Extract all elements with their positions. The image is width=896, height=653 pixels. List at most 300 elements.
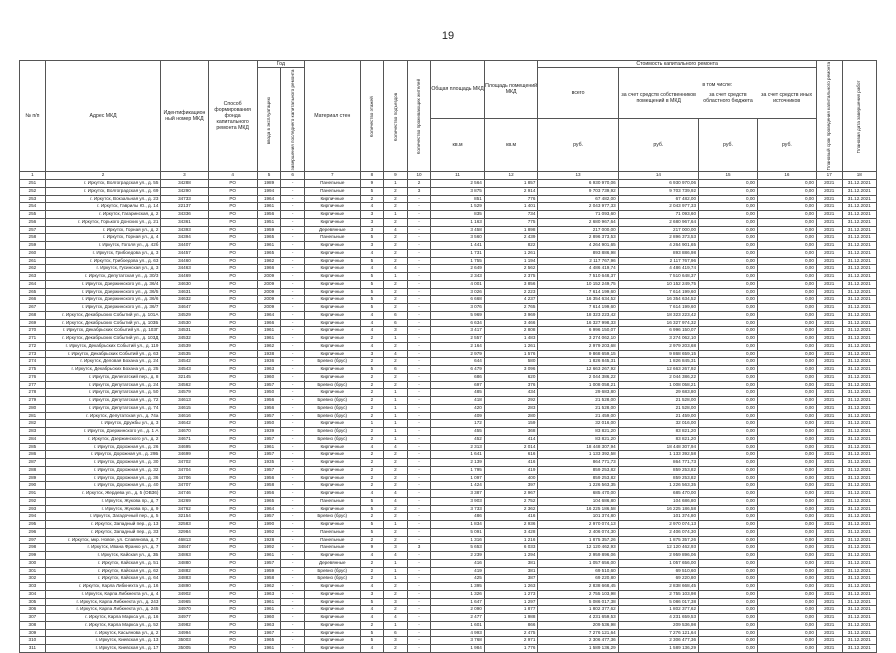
table-cell: г. Иркутск, Дзержинского ул., д. 36/5 (45, 288, 161, 296)
table-cell: 2 (384, 513, 408, 521)
table-row (20, 567, 877, 575)
table-row (20, 536, 877, 544)
table-cell: 3 969 (484, 311, 538, 319)
table-cell: РО (208, 327, 257, 335)
table-cell: - (281, 443, 305, 451)
table-cell: 4 (360, 342, 384, 350)
table-row (20, 474, 877, 482)
table-cell: 0,00 (699, 381, 758, 389)
table-cell: 1 (384, 412, 408, 420)
table-cell: 4 (384, 490, 408, 498)
table-cell: 4 486 419,74 (538, 265, 618, 273)
table-cell: - (281, 335, 305, 343)
table-cell: 1964 (257, 505, 281, 513)
table-cell: Кирпичные (304, 373, 360, 381)
table-row (20, 598, 877, 606)
table-cell: 5 091 (431, 528, 485, 536)
table-cell: г. Иркутск, Киевская ул., д. 13 (45, 637, 161, 645)
table-cell: 0,00 (757, 234, 816, 242)
table-cell: 2 808 (484, 327, 538, 335)
table-cell: Кирпичные (304, 598, 360, 606)
table-cell: - (407, 350, 431, 358)
table-cell: Кирпичные (304, 335, 360, 343)
table-cell: РО (208, 536, 257, 544)
table-row (20, 435, 877, 443)
table-cell: 2021 (816, 265, 842, 273)
table-cell: 0,00 (699, 311, 758, 319)
table-cell: Кирпичные (304, 218, 360, 226)
table-cell: 34699 (161, 451, 208, 459)
table-cell: 34336 (161, 211, 208, 219)
table-cell: 21 528,00 (538, 404, 618, 412)
table-cell: 2021 (816, 319, 842, 327)
table-cell: 31.12.2021 (842, 614, 876, 622)
table-cell: 2 (384, 583, 408, 591)
table-row (20, 366, 877, 374)
table-cell: 0,00 (699, 505, 758, 513)
table-cell: 1 395 (431, 583, 485, 591)
table-cell: 0,00 (757, 466, 816, 474)
table-cell: 1961 (257, 327, 281, 335)
table-cell: 0,00 (757, 412, 816, 420)
table-cell: РО (208, 505, 257, 513)
table-cell: 685 470,00 (618, 490, 698, 498)
table-cell: г. Иркутск, Гусинская ул., д. 3 (45, 265, 161, 273)
table-cell: 0,00 (699, 521, 758, 529)
table-cell: - (281, 621, 305, 629)
table-cell: 31.12.2021 (842, 451, 876, 459)
table-cell: 1990 (257, 521, 281, 529)
table-cell: 209 536,98 (538, 621, 618, 629)
table-cell: 0,00 (757, 265, 816, 273)
table-cell: 5 (360, 629, 384, 637)
table-cell: 2021 (816, 443, 842, 451)
table-cell: 31.12.2021 (842, 335, 876, 343)
table-cell: 1994 (257, 187, 281, 195)
table-cell: 267 (20, 304, 46, 312)
table-cell: 31.12.2021 (842, 583, 876, 591)
table-cell: 34562 (161, 381, 208, 389)
table-cell: 0,00 (699, 559, 758, 567)
table-cell: 0,00 (757, 203, 816, 211)
table-cell: 2021 (816, 242, 842, 250)
table-cell: - (407, 319, 431, 327)
table-cell: - (281, 234, 305, 242)
table-cell: 1957 (257, 466, 281, 474)
table-cell: 2021 (816, 606, 842, 614)
table-cell: 1957 (257, 412, 281, 420)
header-year-done: завершения последнего капитального ремонта (281, 68, 305, 172)
table-cell: - (407, 428, 431, 436)
table-cell: 2 343 (431, 273, 485, 281)
table-row (20, 451, 877, 459)
table-cell: 1 (384, 211, 408, 219)
table-cell: - (281, 505, 305, 513)
table-cell: 261 (20, 257, 46, 265)
table-cell: 290 (20, 482, 46, 490)
table-cell: 3 (384, 544, 408, 552)
table-cell: 2 (384, 288, 408, 296)
table-cell: 34269 (161, 497, 208, 505)
table-cell: - (407, 366, 431, 374)
table-cell: 67 482,00 (618, 195, 698, 203)
table-row (20, 482, 877, 490)
table-row (20, 521, 877, 529)
table-cell: 2021 (816, 536, 842, 544)
column-index-cell: 9 (384, 172, 408, 180)
table-row (20, 203, 877, 211)
table-cell: 0,00 (699, 552, 758, 560)
table-cell: г. Иркутск, Декабрьских Событий ул., д. 119 (45, 342, 161, 350)
table-cell: Кирпичные (304, 629, 360, 637)
table-cell: 2 562 (484, 265, 538, 273)
table-cell: 1960 (257, 373, 281, 381)
table-cell: 3 (407, 187, 431, 195)
table-cell: 2021 (816, 296, 842, 304)
table-cell: 5 969 (431, 311, 485, 319)
table-cell: 2 (360, 195, 384, 203)
table-cell: 3 (384, 327, 408, 335)
table-cell: 4 231 659,53 (618, 614, 698, 622)
table-cell: 10 152 249,75 (538, 280, 618, 288)
table-cell: 295 (20, 521, 46, 529)
table-cell: 4 237 (484, 296, 538, 304)
table-cell: РО (208, 513, 257, 521)
column-index-cell: 14 (618, 172, 698, 180)
table-cell: г. Иркутск, Депутатская ул., д. 74а (45, 412, 161, 420)
table-cell: 285 (20, 443, 46, 451)
table-cell: 31.12.2021 (842, 482, 876, 490)
table-row (20, 583, 877, 591)
table-cell: 1958 (257, 575, 281, 583)
table-cell: - (407, 226, 431, 234)
table-cell: Кирпичные (304, 296, 360, 304)
column-index-cell: 13 (538, 172, 618, 180)
table-cell: 34531 (161, 327, 208, 335)
table-cell: 2 164 (431, 342, 485, 350)
table-cell: - (281, 404, 305, 412)
table-cell: Бревно (брус) (304, 412, 360, 420)
table-cell: 0,00 (699, 536, 758, 544)
table-cell: - (281, 435, 305, 443)
table-cell: 1939 (257, 428, 281, 436)
table-cell: - (407, 637, 431, 645)
table-cell: 274 (20, 358, 46, 366)
table-cell: 5 653 (431, 544, 485, 552)
table-cell: г. Иркутск, Гаврилы Ю., д. 14 (45, 203, 161, 211)
table-cell: РО (208, 435, 257, 443)
table-cell: 3 428 (484, 528, 538, 536)
table-cell: Панельные (304, 528, 360, 536)
table-cell: г. Иркутск, Вокзальная ул., д. 23 (45, 195, 161, 203)
table-cell: 2 (360, 381, 384, 389)
table-cell: - (281, 466, 305, 474)
table-cell: 2021 (816, 304, 842, 312)
table-cell: 3 (360, 211, 384, 219)
table-cell: 2 306 477,36 (538, 637, 618, 645)
table-row (20, 559, 877, 567)
table-cell: 5 (360, 288, 384, 296)
table-cell: 9 868 659,15 (618, 350, 698, 358)
table-cell: г. Иркутск, Кайская ул., д. 51 (45, 559, 161, 567)
table-cell: 1 (384, 428, 408, 436)
table-cell: 0,00 (699, 404, 758, 412)
table-cell: г. Иркутск, Дорожная ул., д. 29Б (45, 451, 161, 459)
table-cell: РО (208, 311, 257, 319)
table-cell: РО (208, 404, 257, 412)
table-cell: - (281, 397, 305, 405)
table-cell: - (281, 296, 305, 304)
page-number: 19 (441, 30, 455, 42)
table-cell: 1 263 (484, 583, 538, 591)
table-cell: 1957 (257, 513, 281, 521)
table-cell: г. Иркутск, Грибоедова ул., д. 63 (45, 257, 161, 265)
table-cell: - (281, 288, 305, 296)
table-cell: г. Иркутск, Депутатская ул., д. 24 (45, 381, 161, 389)
table-cell: 2 967 (484, 490, 538, 498)
table-cell: 253 (20, 195, 46, 203)
table-cell: 291 (20, 490, 46, 498)
table-cell: 0,00 (699, 443, 758, 451)
table-cell: 288 (20, 466, 46, 474)
table-cell: РО (208, 552, 257, 560)
table-cell: 866 (484, 621, 538, 629)
table-cell: РО (208, 304, 257, 312)
table-cell: 0,00 (757, 420, 816, 428)
column-index-cell: 8 (360, 172, 384, 180)
table-cell: РО (208, 218, 257, 226)
table-cell: - (281, 575, 305, 583)
table-cell: 31.12.2021 (842, 187, 876, 195)
table-cell: 2021 (816, 482, 842, 490)
table-cell: г. Иркутск, Депутатская ул., д. 74 (45, 404, 161, 412)
table-cell: 1935 (257, 459, 281, 467)
table-cell: - (281, 319, 305, 327)
table-cell: РО (208, 443, 257, 451)
table-cell: 0,00 (699, 451, 758, 459)
table-cell: г. Иркутск, Касьянова ул., д. 2 (45, 629, 161, 637)
table-cell: 0,00 (757, 257, 816, 265)
table-cell: 0,00 (699, 280, 758, 288)
table-cell: 2 (384, 187, 408, 195)
table-cell: 31.12.2021 (842, 180, 876, 188)
table-cell: 3 903 (431, 497, 485, 505)
table-cell: 2009 (257, 273, 281, 281)
table-cell: - (407, 466, 431, 474)
table-cell: 0,00 (757, 583, 816, 591)
table-cell: 31.12.2021 (842, 637, 876, 645)
table-cell: 4 (360, 614, 384, 622)
table-cell: 2021 (816, 466, 842, 474)
table-cell: 69 510,60 (618, 567, 698, 575)
table-cell: 697 (431, 381, 485, 389)
table-cell: Кирпичные (304, 466, 360, 474)
table-cell: 34994 (161, 629, 208, 637)
table-cell: 2 (360, 397, 384, 405)
table-cell: 2021 (816, 389, 842, 397)
table-cell: Кирпичные (304, 645, 360, 653)
table-cell: - (407, 482, 431, 490)
unit-cost-total: руб. (538, 118, 618, 172)
table-cell: 29 683,80 (538, 389, 618, 397)
table-cell: 859 253,82 (538, 466, 618, 474)
table-cell: - (407, 629, 431, 637)
table-cell: 4 (360, 443, 384, 451)
table-cell: 1 988 (484, 614, 538, 622)
table-cell: 31.12.2021 (842, 273, 876, 281)
table-cell: 0,00 (757, 497, 816, 505)
table-cell: 0,00 (757, 404, 816, 412)
table-cell: 2 090 (431, 606, 485, 614)
header-ident: Идентификацион ный номер МКД (161, 61, 208, 172)
table-cell: 0,00 (699, 435, 758, 443)
table-cell: 0,00 (757, 350, 816, 358)
table-cell: 455 (431, 428, 485, 436)
table-cell: РО (208, 397, 257, 405)
table-cell: - (281, 342, 305, 350)
table-cell: 2 (384, 242, 408, 250)
table-cell: г. Иркутск, Горького Донских ул., д. 21 (45, 218, 161, 226)
table-cell: 3 096 (484, 366, 538, 374)
table-cell: 260 (20, 249, 46, 257)
table-cell: 4 (360, 327, 384, 335)
table-cell: 1 057 656,00 (618, 559, 698, 567)
table-cell: 2 (360, 474, 384, 482)
table-cell: 283 (484, 404, 538, 412)
table-cell: 835 (431, 211, 485, 219)
header-cost-total: всего (538, 68, 618, 119)
table-cell: 34863 (161, 552, 208, 560)
table-cell: 12 120 462,93 (618, 544, 698, 552)
table-cell: 31.12.2021 (842, 497, 876, 505)
table-cell: 31.12.2021 (842, 567, 876, 575)
table-cell: 2 (384, 373, 408, 381)
header-year-built: ввода в эксплуатацию (257, 68, 281, 172)
table-cell: - (281, 583, 305, 591)
table-cell: 4 264 901,65 (538, 242, 618, 250)
table-cell: - (407, 559, 431, 567)
header-cost-region: за счет средств областного бюджета (703, 91, 753, 104)
table-cell: 420 (431, 404, 485, 412)
table-cell: 1 (384, 621, 408, 629)
table-cell: 2021 (816, 373, 842, 381)
table-cell: - (407, 474, 431, 482)
table-cell: 7 614 199,60 (538, 288, 618, 296)
table-cell: 1 875 357,26 (618, 536, 698, 544)
table-cell: 0,00 (757, 358, 816, 366)
table-cell: 381 (484, 567, 538, 575)
table-cell: г. Иркутск, Киевская ул., д. 17 (45, 645, 161, 653)
table-cell: 0,00 (699, 490, 758, 498)
table-cell: 2 564 (431, 180, 485, 188)
table-row (20, 195, 877, 203)
table-cell: РО (208, 187, 257, 195)
table-cell: 258 (20, 234, 46, 242)
table-cell: 2021 (816, 273, 842, 281)
table-cell: РО (208, 211, 257, 219)
table-cell: 2021 (816, 218, 842, 226)
table-cell: г. Иркутск, Карла Либкнехта ул., д. 4 (45, 590, 161, 598)
table-cell: 1 226 563,35 (538, 482, 618, 490)
table-cell: 32154 (161, 513, 208, 521)
table-cell: - (407, 273, 431, 281)
table-cell: 822 (484, 242, 538, 250)
table-cell: РО (208, 459, 257, 467)
table-cell: Кирпичные (304, 342, 360, 350)
table-cell: 2021 (816, 567, 842, 575)
table-cell: - (281, 474, 305, 482)
table-cell: 0,00 (699, 513, 758, 521)
table-cell: - (407, 513, 431, 521)
table-cell: г. Иркутск, Жукова пр., д. 7 (45, 497, 161, 505)
table-cell: 0,00 (757, 249, 816, 257)
table-cell: 31.12.2021 (842, 366, 876, 374)
table-cell: 2 (384, 466, 408, 474)
table-cell: - (407, 389, 431, 397)
header-cost-other: за счет средств иных источников (761, 91, 813, 104)
table-cell: 2021 (816, 513, 842, 521)
table-cell: 1956 (257, 397, 281, 405)
table-cell: 31.12.2021 (842, 466, 876, 474)
table-cell: 31.12.2021 (842, 598, 876, 606)
table-cell: Бревно (брус) (304, 358, 360, 366)
table-cell: 2 (360, 335, 384, 343)
table-row (20, 466, 877, 474)
table-cell: 0,00 (699, 273, 758, 281)
table-cell: РО (208, 195, 257, 203)
table-cell: 0,00 (757, 319, 816, 327)
table-cell: г. Иркутск, Западный пер., д. 13 (45, 521, 161, 529)
unit-cost-region: руб. (699, 118, 758, 172)
table-cell: 1 261 (484, 342, 538, 350)
table-cell: 2021 (816, 342, 842, 350)
table-cell: 1 826 845,31 (618, 358, 698, 366)
table-cell: 266 (20, 296, 46, 304)
table-cell: 859 253,82 (618, 466, 698, 474)
table-cell: 7 510 648,37 (538, 273, 618, 281)
table-cell: 34847 (161, 544, 208, 552)
table-cell: 5 (360, 273, 384, 281)
table-cell: 1936 (257, 358, 281, 366)
table-cell: Панельные (304, 234, 360, 242)
table-cell: 6 930 970,06 (538, 180, 618, 188)
table-cell: 298 (20, 544, 46, 552)
table-cell: 7 510 648,37 (618, 273, 698, 281)
table-cell: 1 (384, 335, 408, 343)
table-cell: 2021 (816, 451, 842, 459)
table-cell: 16 354 634,52 (618, 296, 698, 304)
table-cell: Бревно (брус) (304, 575, 360, 583)
table-cell: 1 441 (431, 242, 485, 250)
table-cell: 4 (360, 583, 384, 591)
table-cell: 0,00 (699, 474, 758, 482)
table-cell: - (407, 327, 431, 335)
table-cell: г. Иркутск, Декабрьских Бохана ул., д. 25 (45, 366, 161, 374)
table-cell: - (407, 598, 431, 606)
table-cell: 0,00 (757, 567, 816, 575)
table-cell: Кирпичные (304, 552, 360, 560)
table-cell: 34535 (161, 350, 208, 358)
table-cell: 2021 (816, 505, 842, 513)
table-cell: Кирпичные (304, 621, 360, 629)
table-cell: 0,00 (699, 544, 758, 552)
table-cell: 3 733 (431, 505, 485, 513)
table-cell: 4 (360, 265, 384, 273)
table-cell: 83 821,20 (618, 428, 698, 436)
table-cell: 34647 (161, 304, 208, 312)
table-cell: 31.12.2021 (842, 420, 876, 428)
table-cell: Кирпичные (304, 249, 360, 257)
